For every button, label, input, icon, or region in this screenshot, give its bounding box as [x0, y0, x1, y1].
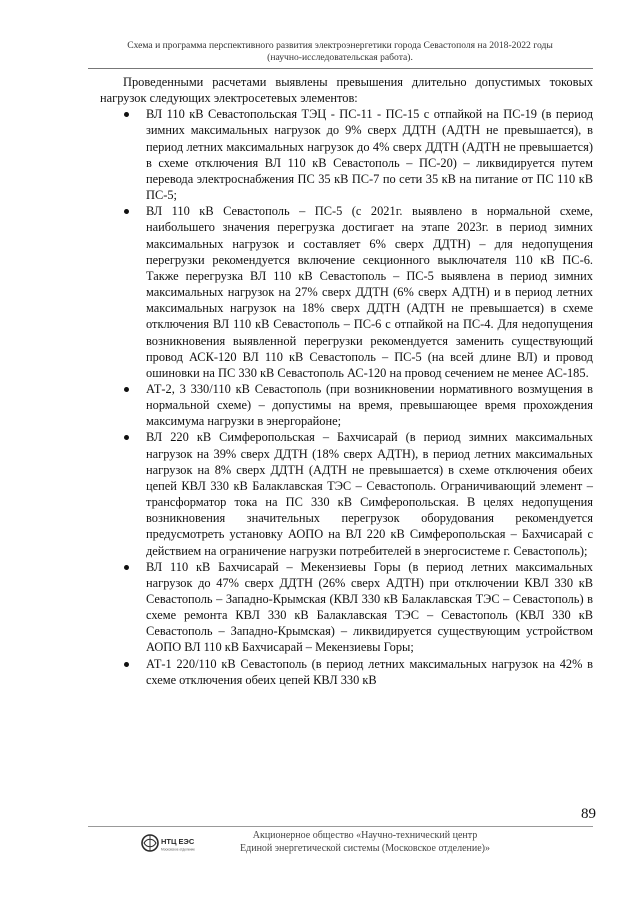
header-subtitle: (научно-исследовательская работа). [267, 52, 413, 63]
body-text [100, 74, 593, 688]
logo-mark-icon [140, 832, 196, 854]
list-item-text: ВЛ 220 кВ Симферопольская – Бахчисарай (в период зимних максимальных нагрузок на 39% сверх ДДТН (18% сверх АДТН), в период летних максимальных нагрузок на 8% сверх ДДТН (АДТН не превышается) в схеме отключения обеих цепей КВЛ 330 кВ Балаклавская ТЭС – Севастополь. Ограничивающий элемент – трансформатор тока на ПС 330 кВ Симферопольская. В целях недопущения возникновения значительных перегрузок оборудования рекомендуется предусмотреть установку АОПО на ВЛ 220 кВ Симферопольская – Бахчисарай с действием на ограничение нагрузки потребителей в энергосистеме г. Севастополь); [146, 430, 593, 558]
running-header [90, 40, 590, 64]
page-number: 89 [581, 806, 596, 822]
list-item-text: АТ-2, 3 330/110 кВ Севастополь (при возникновении нормативного возмущения в нормальной схеме) – допустимы на время, превышающее время прохождения максимума нагрузки в энергорайоне; [146, 381, 593, 429]
header-divider [88, 68, 593, 69]
bullet-icon [124, 435, 129, 440]
footer-line-1: Акционерное общество «Научно-технический центр [252, 830, 478, 841]
running-footer [200, 829, 530, 855]
intro-paragraph: Проведенными расчетами выявлены превышения длительно допустимых токовых нагрузок следующих электросетевых элементов: [100, 75, 593, 106]
list-item [100, 559, 593, 656]
bullet-icon [124, 565, 129, 570]
bullet-list [100, 106, 593, 688]
bullet-icon [124, 112, 129, 117]
bullet-icon [124, 209, 129, 214]
footer-line-2: Единой энергетической системы (Московское отделение)» [240, 843, 490, 854]
company-logo [140, 832, 196, 854]
list-item [100, 203, 593, 381]
footer-divider [88, 826, 593, 827]
list-item-text: ВЛ 110 кВ Севастопольская ТЭЦ - ПС-11 - ПС-15 с отпайкой на ПС-19 (в период зимних максимальных нагрузок до 9% сверх ДДТН (АДТН не превышается), в период летних максимальных нагрузок до 4% сверх ДДТН (АДТН не превышается) в схеме отключения ВЛ 110 кВ Севастополь – ПС-20) – ликвидируется путем перевода электроснабжения ПС 35 кВ ПС-7 по сети 35 кВ на питание от ПС 110 кВ ПС-5; [146, 107, 593, 203]
bullet-icon [124, 662, 129, 667]
bullet-icon [124, 387, 129, 392]
list-item [100, 106, 593, 203]
header-title: Схема и программа перспективного развития электроэнергетики города Севастополя на 2018-2022 годы [127, 40, 553, 51]
list-item [100, 656, 593, 688]
list-item [100, 429, 593, 558]
list-item [100, 381, 593, 429]
logo-subtext: Московское отделение [161, 847, 195, 852]
list-item-text: ВЛ 110 кВ Бахчисарай – Мекензиевы Горы (в период летних максимальных нагрузок до 47% сверх ДДТН (26% сверх АДТН) при отключении КВЛ 330 кВ Севастополь – Западно-Крымская (КВЛ 330 кВ Балаклавская ТЭС – Севастополь) в схеме ремонта КВЛ 330 кВ Балаклавская ТЭС – Севастополь (КВЛ 330 кВ Севастополь – Западно-Крымская) – ликвидируется существующим устройством АОПО ВЛ 110 кВ Бахчисарай – Мекензиевы Горы; [146, 559, 593, 655]
logo-text: НТЦ ЕЭС [161, 837, 195, 846]
list-item-text: АТ-1 220/110 кВ Севастополь (в период летних максимальных нагрузок на 42% в схеме отключения обеих цепей КВЛ 330 кВ [146, 656, 593, 687]
list-item-text: ВЛ 110 кВ Севастополь – ПС-5 (с 2021г. выявлено в нормальной схеме, наибольшего значения перегрузка достигает на этапе 2023г. в период зимних максимальных нагрузок и составляет 6% сверх ДДТН) – для недопущения перегрузки рекомендуется включение секционного выключателя 110 кВ ПС-6. Также перегрузка ВЛ 110 кВ Севастополь – ПС-5 выявлена в период зимних максимальных нагрузок на 27% сверх ДДТН (6% сверх АДТН) и в период летних максимальных нагрузок на 18% сверх ДДТН (АДТН не превышается) в схеме отключения ВЛ 110 кВ Севастополь – ПС-6 с отпайкой на ПС-4. Для недопущения возникновения выявленной перегрузки рекомендуется заменить существующий провод АСК-120 ВЛ 110 кВ Севастополь – ПС-5 (на всей длине ВЛ) и провод ошиновки на ПС 330 кВ Севастополь АС-120 на провод сечением не менее АС-185. [146, 204, 593, 380]
